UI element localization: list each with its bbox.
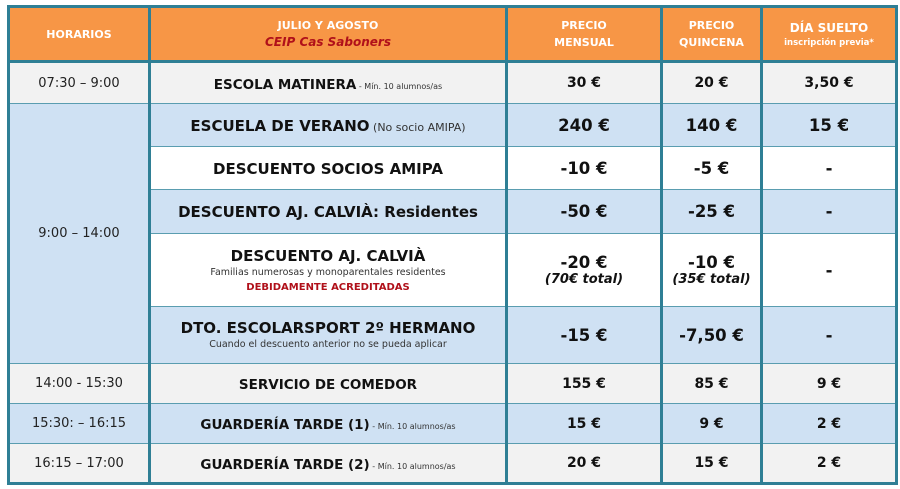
header-concept — [150, 7, 507, 62]
time-cell: 15:30: – 16:15 — [9, 404, 150, 444]
price-dia: - — [762, 190, 897, 234]
price-quincena: -10 € (35€ total) — [662, 234, 762, 307]
price-quincena: 9 € — [662, 404, 762, 444]
price-mensual: -20 € (70€ total) — [507, 234, 662, 307]
price-quincena: -5 € — [662, 147, 762, 190]
price-dia: 2 € — [762, 404, 897, 444]
price-dia: - — [762, 234, 897, 307]
header-concept-subtitle: CEIP Cas Saboners — [265, 35, 391, 49]
table-row — [9, 404, 897, 444]
table-row — [9, 364, 897, 404]
price-dia: 15 € — [762, 104, 897, 147]
concept-cell: DESCUENTO SOCIOS AMIPA — [150, 147, 507, 190]
price-dia: 3,50 € — [762, 62, 897, 104]
header-row — [9, 7, 897, 62]
price-quincena: -25 € — [662, 190, 762, 234]
concept-cell: DTO. ESCOLARSPORT 2º HERMANO Cuando el descuento anterior no se pueda aplicar — [150, 307, 507, 364]
price-dia: - — [762, 307, 897, 364]
price-table — [7, 5, 898, 485]
table-row — [9, 104, 897, 147]
header-precio-mensual: PRECIO MENSUAL — [507, 7, 662, 62]
price-quincena: 20 € — [662, 62, 762, 104]
time-cell: 07:30 – 9:00 — [9, 62, 150, 104]
price-quincena: 15 € — [662, 444, 762, 484]
price-mensual: 155 € — [507, 364, 662, 404]
table-row — [9, 444, 897, 484]
price-mensual: -10 € — [507, 147, 662, 190]
concept-cell: ESCUELA DE VERANO (No socio AMIPA) — [150, 104, 507, 147]
concept-cell: SERVICIO DE COMEDOR — [150, 364, 507, 404]
table-row — [9, 62, 897, 104]
price-dia: - — [762, 147, 897, 190]
header-concept-title: JULIO Y AGOSTO — [277, 19, 379, 32]
concept-cell: DESCUENTO AJ. CALVIÀ Familias numerosas y monoparentales residentes DEBIDAMENTE ACREDITADAS — [150, 234, 507, 307]
price-dia: 9 € — [762, 364, 897, 404]
price-quincena-total: (35€ total) — [672, 272, 751, 287]
price-mensual: -15 € — [507, 307, 662, 364]
header-dia-suelto: DÍA SUELTO inscripción previa* — [762, 7, 897, 62]
concept-sub-red: DEBIDAMENTE ACREDITADAS — [246, 281, 410, 293]
price-mensual: 20 € — [507, 444, 662, 484]
price-mensual: -50 € — [507, 190, 662, 234]
price-quincena: 85 € — [662, 364, 762, 404]
price-dia: 2 € — [762, 444, 897, 484]
price-mensual: 240 € — [507, 104, 662, 147]
time-cell: 16:15 – 17:00 — [9, 444, 150, 484]
concept-cell: GUARDERÍA TARDE (1) - Mín. 10 alumnos/as — [150, 404, 507, 444]
price-mensual-total: (70€ total) — [544, 272, 624, 287]
price-mensual: 15 € — [507, 404, 662, 444]
header-precio-quincena: PRECIO QUINCENA — [662, 7, 762, 62]
concept-cell: DESCUENTO AJ. CALVIÀ: Residentes — [150, 190, 507, 234]
concept-cell: GUARDERÍA TARDE (2) - Mín. 10 alumnos/as — [150, 444, 507, 484]
price-quincena: 140 € — [662, 104, 762, 147]
concept-sub: Familias numerosas y monoparentales residentes — [210, 266, 446, 278]
concept-sub: Cuando el descuento anterior no se pueda aplicar — [209, 339, 447, 350]
concept-cell: ESCOLA MATINERA - Mín. 10 alumnos/as — [150, 62, 507, 104]
time-cell: 14:00 - 15:30 — [9, 364, 150, 404]
price-quincena: -7,50 € — [662, 307, 762, 364]
time-cell: 9:00 – 14:00 — [9, 104, 150, 364]
header-horarios: HORARIOS — [9, 7, 150, 62]
price-mensual: 30 € — [507, 62, 662, 104]
